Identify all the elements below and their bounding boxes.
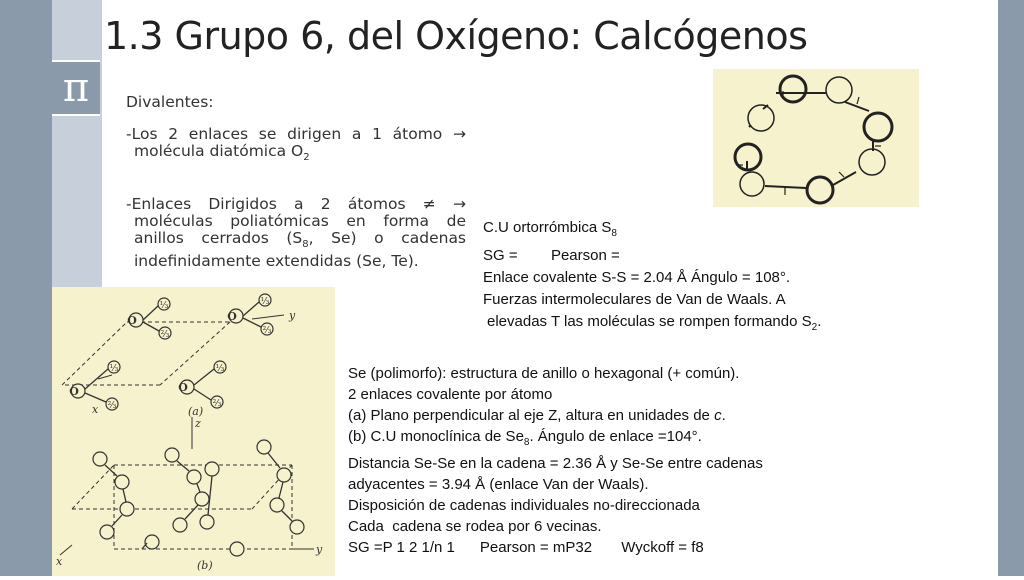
s8-line-5: elevadas T las moléculas se rompen formando $S_2$. — [487, 313, 822, 333]
figure-label-fraction: ⅔ — [160, 330, 170, 340]
figure-label-fraction: ⅓ — [109, 364, 119, 374]
pi-icon: π — [62, 65, 90, 111]
bullet-1-line-2: molécula diatómica $O_2$ — [134, 142, 310, 164]
bullets-heading: Divalentes: — [126, 93, 214, 111]
se-atom — [115, 475, 129, 489]
figure-axis-y: y — [316, 543, 323, 556]
sidebar-dark-strip — [0, 0, 52, 576]
s8-atom — [826, 77, 852, 103]
figure-panel-b: (b) — [197, 559, 213, 572]
se-atom — [205, 462, 219, 476]
figure-label-o: O — [69, 385, 79, 398]
bullet-2-line-4: indefinidamente extendidas (Se, Te). — [134, 252, 419, 271]
figure-label-fraction: ⅓ — [260, 297, 270, 307]
figure-axis-x: x — [56, 555, 63, 568]
bullet-2-line-3: anillos cerrados ($S_8$, Se) o cadenas — [134, 229, 467, 251]
s8-line-3: Enlace covalente S-S = 2.04 Å Ángulo = 108°. — [483, 269, 791, 286]
se-line-7: Disposición de cadenas individuales no-direccionada — [348, 497, 700, 514]
pi-badge — [52, 60, 100, 116]
s8-line-4: Fuerzas intermoleculares de Van de Waals. A — [483, 291, 786, 308]
se-atom — [145, 535, 159, 549]
s8-line-1: C.U ortorrómbica $S_8$ — [483, 219, 617, 239]
s8-atom — [859, 149, 885, 175]
se-line-8: Cada cadena se rodea por 6 vecinas. — [348, 518, 602, 535]
se-atom — [93, 452, 107, 466]
s8-atom — [864, 113, 892, 141]
se-atom — [277, 468, 291, 482]
bullet-1-line-1: -Los 2 enlaces se dirigen a 1 átomo → — [126, 125, 466, 143]
slide-title: 1.3 Grupo 6, del Oxígeno: Calcógenos — [104, 14, 808, 58]
se-line-6: adyacentes = 3.94 Å (enlace Van der Waals). — [348, 476, 649, 493]
figure-label-o: O — [127, 314, 137, 327]
se-info-text — [348, 363, 763, 558]
figure-panel-a: (a) — [188, 405, 204, 418]
se-atom — [200, 515, 214, 529]
se-atom — [187, 470, 201, 484]
s8-atom — [807, 177, 833, 203]
se-atom — [230, 542, 244, 556]
figure-axis-x: x — [92, 403, 99, 416]
s8-ring-diagram — [713, 69, 919, 207]
se-line-5: Distancia Se-Se en la cadena = 2.36 Å y Se-Se entre cadenas — [348, 455, 763, 472]
se-line-1: Se (polimorfo): estructura de anillo o hexagonal (+ común). — [348, 365, 740, 382]
se-line-4: (b) C.U monoclínica de $Se_8$. Ángulo de enlace =104°. — [348, 428, 702, 448]
s8-ring-figure — [713, 69, 919, 207]
s8-atom — [780, 76, 806, 102]
s8-atom — [740, 172, 764, 196]
figure-label-fraction: ⅔ — [107, 401, 117, 411]
figure-label-fraction: ⅔ — [262, 326, 272, 336]
se-line-9: SG =P 1 2 1/n 1 Pearson = mP32 Wyckoff = f8 — [348, 539, 704, 556]
se-line-2: 2 enlaces covalente por átomo — [348, 386, 553, 403]
se-atom — [270, 498, 284, 512]
s8-atom — [748, 105, 774, 131]
figure-label-o: O — [178, 381, 188, 394]
figure-label-fraction: ⅓ — [159, 301, 169, 311]
se-atom — [120, 502, 134, 516]
se-atom — [290, 520, 304, 534]
se-atom — [100, 525, 114, 539]
s8-line-2: SG = Pearson = — [483, 247, 620, 264]
bullet-2-line-1: -Enlaces Dirigidos a 2 átomos ≠ → — [126, 195, 466, 214]
s8-info-text — [483, 217, 821, 339]
figure-label-fraction: ⅓ — [215, 364, 225, 374]
se-atom — [173, 518, 187, 532]
se-atom — [195, 492, 209, 506]
figure-axis-z: z — [195, 417, 201, 430]
se-atom — [165, 448, 179, 462]
se-structure-diagram — [52, 287, 335, 576]
figure-axis-y: y — [289, 309, 296, 322]
bullet-list — [126, 94, 466, 270]
bullet-2-line-2: moléculas poliatómicas en forma de — [134, 212, 466, 231]
se-line-3: (a) Plano perpendicular al eje Z, altura en unidades de c. — [348, 407, 726, 424]
figure-label-o: O — [227, 310, 237, 323]
right-edge-strip — [998, 0, 1024, 576]
se-atom — [257, 440, 271, 454]
se-structure-figure — [52, 287, 335, 576]
figure-label-fraction: ⅔ — [212, 399, 222, 409]
